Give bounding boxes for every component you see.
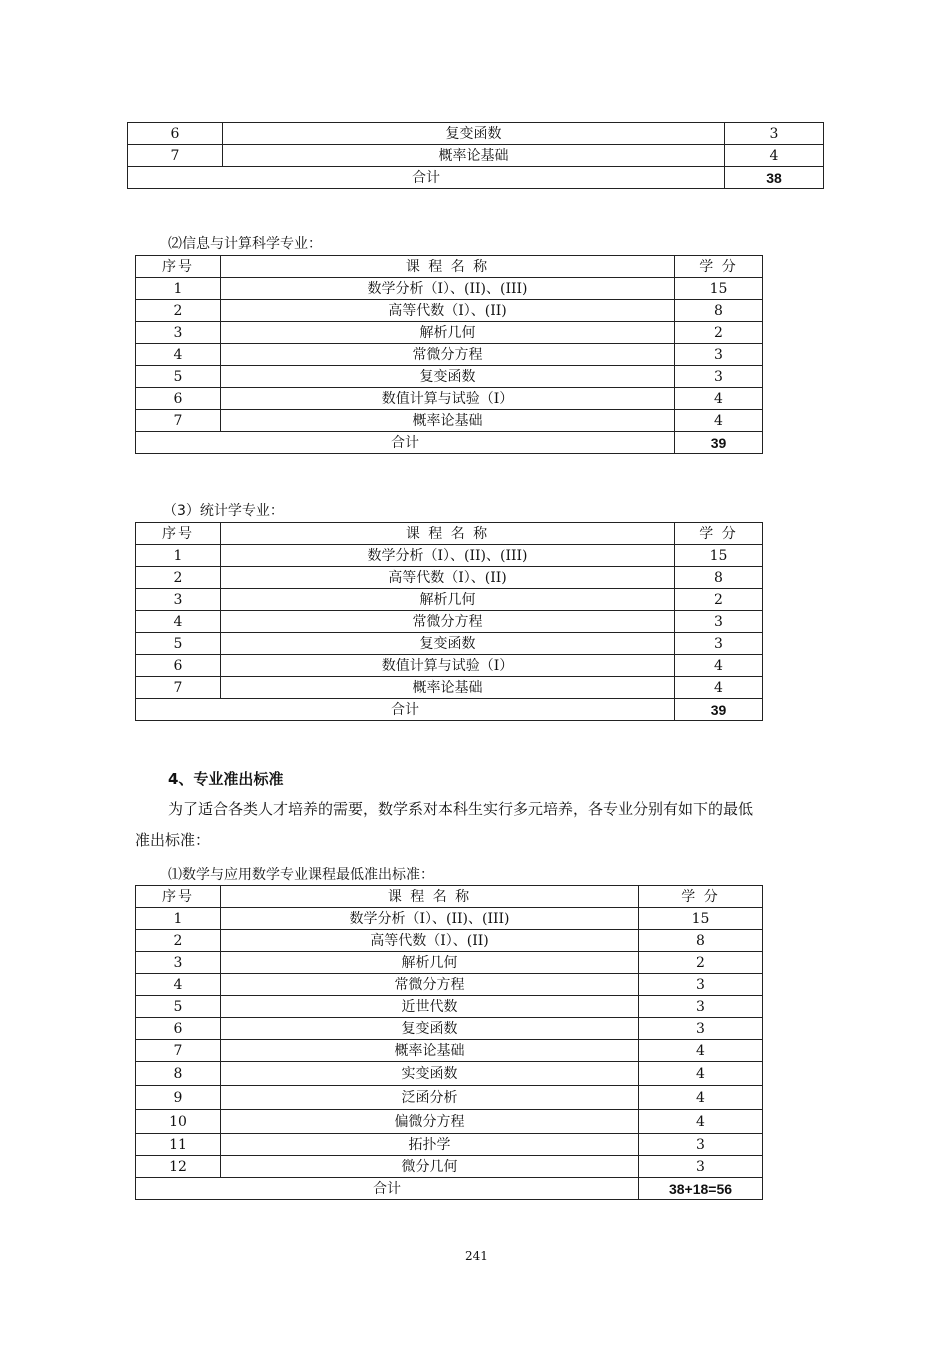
credit-value: 3 — [725, 123, 824, 145]
header-credit: 学 分 — [639, 886, 763, 908]
course-name: 数值计算与试验（I） — [221, 655, 675, 677]
header-no: 序号 — [136, 523, 221, 545]
row-number: 2 — [136, 567, 221, 589]
credit-value: 4 — [675, 677, 763, 699]
course-name: 数学分析（I）、(II)、(III) — [221, 278, 675, 300]
total-label: 合计 — [128, 167, 725, 189]
total-value: 38+18=56 — [639, 1178, 763, 1200]
row-number: 10 — [136, 1110, 221, 1134]
table-row — [136, 611, 763, 633]
credit-value: 2 — [675, 589, 763, 611]
course-name: 偏微分方程 — [221, 1110, 639, 1134]
table-row — [136, 1018, 763, 1040]
row-number: 5 — [136, 366, 221, 388]
course-name: 概率论基础 — [221, 410, 675, 432]
total-row — [128, 167, 824, 189]
row-number: 11 — [136, 1134, 221, 1156]
credit-value: 15 — [675, 278, 763, 300]
row-number: 4 — [136, 974, 221, 996]
row-number: 2 — [136, 300, 221, 322]
credit-value: 4 — [725, 145, 824, 167]
course-name: 复变函数 — [221, 1018, 639, 1040]
credit-value: 2 — [639, 952, 763, 974]
table-row — [136, 344, 763, 366]
row-number: 6 — [136, 1018, 221, 1040]
credit-value: 3 — [639, 996, 763, 1018]
credit-value: 8 — [639, 930, 763, 952]
credit-value: 3 — [675, 633, 763, 655]
section-heading: 4、专业准出标准 — [168, 770, 284, 788]
intro-paragraph-line2: 准出标准： — [135, 831, 211, 849]
table-row — [136, 1086, 763, 1110]
row-number: 1 — [136, 278, 221, 300]
course-name: 复变函数 — [223, 123, 725, 145]
credit-value: 4 — [675, 410, 763, 432]
row-number: 5 — [136, 633, 221, 655]
course-name: 数值计算与试验（I） — [221, 388, 675, 410]
course-name: 概率论基础 — [221, 677, 675, 699]
course-table-info-computing — [135, 255, 763, 454]
credit-value: 3 — [639, 1156, 763, 1178]
table-row — [128, 145, 824, 167]
credit-value: 4 — [639, 1086, 763, 1110]
table-row — [136, 300, 763, 322]
course-name: 解析几何 — [221, 952, 639, 974]
table-header — [136, 523, 763, 545]
header-course: 课 程 名 称 — [221, 256, 675, 278]
table-row — [136, 589, 763, 611]
table-row — [136, 1156, 763, 1178]
row-number: 7 — [136, 1040, 221, 1062]
table-header — [136, 256, 763, 278]
credit-value: 3 — [675, 366, 763, 388]
row-number: 3 — [136, 589, 221, 611]
course-name: 高等代数（I）、(II) — [221, 300, 675, 322]
total-label: 合计 — [136, 1178, 639, 1200]
total-value: 38 — [725, 167, 824, 189]
credit-value: 4 — [639, 1040, 763, 1062]
row-number: 6 — [136, 655, 221, 677]
credit-value: 3 — [675, 344, 763, 366]
row-number: 6 — [136, 388, 221, 410]
table-row — [136, 930, 763, 952]
course-name: 概率论基础 — [223, 145, 725, 167]
credit-value: 3 — [639, 1018, 763, 1040]
table-row — [136, 545, 763, 567]
course-name: 复变函数 — [221, 366, 675, 388]
table-row — [136, 633, 763, 655]
row-number: 6 — [128, 123, 223, 145]
table-row — [136, 567, 763, 589]
table-row — [136, 388, 763, 410]
course-name: 实变函数 — [221, 1062, 639, 1086]
credit-value: 8 — [675, 567, 763, 589]
row-number: 2 — [136, 930, 221, 952]
table-row — [128, 123, 824, 145]
course-table-statistics — [135, 522, 763, 721]
course-name: 概率论基础 — [221, 1040, 639, 1062]
credit-value: 4 — [639, 1110, 763, 1134]
row-number: 7 — [128, 145, 223, 167]
credit-value: 3 — [675, 611, 763, 633]
table-row — [136, 278, 763, 300]
total-value: 39 — [675, 432, 763, 454]
total-row — [136, 699, 763, 721]
row-number: 1 — [136, 545, 221, 567]
row-number: 7 — [136, 410, 221, 432]
row-number: 7 — [136, 677, 221, 699]
course-name: 数学分析（I）、(II)、(III) — [221, 908, 639, 930]
table-row — [136, 322, 763, 344]
total-value: 39 — [675, 699, 763, 721]
header-credit: 学 分 — [675, 256, 763, 278]
row-number: 1 — [136, 908, 221, 930]
total-row — [136, 432, 763, 454]
course-name: 解析几何 — [221, 322, 675, 344]
total-label: 合计 — [136, 699, 675, 721]
row-number: 4 — [136, 344, 221, 366]
credit-value: 4 — [675, 655, 763, 677]
credit-value: 15 — [675, 545, 763, 567]
section-caption-info-computing: ⑵信息与计算科学专业： — [168, 236, 322, 252]
table-row — [136, 677, 763, 699]
section-caption-math: ⑴数学与应用数学专业课程最低准出标准： — [168, 867, 434, 883]
row-number: 5 — [136, 996, 221, 1018]
course-name: 拓扑学 — [221, 1134, 639, 1156]
row-number: 9 — [136, 1086, 221, 1110]
table-row — [136, 996, 763, 1018]
course-name: 高等代数（I）、(II) — [221, 930, 639, 952]
credit-value: 4 — [639, 1062, 763, 1086]
section-caption-statistics: （3）统计学专业： — [163, 503, 284, 519]
table-row — [136, 366, 763, 388]
header-course: 课 程 名 称 — [221, 886, 639, 908]
table-row — [136, 1134, 763, 1156]
table-row — [136, 952, 763, 974]
credit-value: 2 — [675, 322, 763, 344]
credit-value: 8 — [675, 300, 763, 322]
header-no: 序号 — [136, 886, 221, 908]
course-table-math-minimum — [135, 885, 763, 1200]
total-label: 合计 — [136, 432, 675, 454]
course-name: 近世代数 — [221, 996, 639, 1018]
row-number: 4 — [136, 611, 221, 633]
table-row — [136, 1062, 763, 1086]
row-number: 3 — [136, 322, 221, 344]
credit-value: 3 — [639, 974, 763, 996]
header-course: 课 程 名 称 — [221, 523, 675, 545]
course-name: 微分几何 — [221, 1156, 639, 1178]
total-row — [136, 1178, 763, 1200]
table-row — [136, 410, 763, 432]
course-name: 常微分方程 — [221, 344, 675, 366]
course-name: 高等代数（I）、(II) — [221, 567, 675, 589]
course-name: 泛函分析 — [221, 1086, 639, 1110]
row-number: 12 — [136, 1156, 221, 1178]
course-name: 常微分方程 — [221, 611, 675, 633]
row-number: 3 — [136, 952, 221, 974]
credit-value: 3 — [639, 1134, 763, 1156]
course-name: 数学分析（I）、(II)、(III) — [221, 545, 675, 567]
table-row — [136, 1040, 763, 1062]
credit-value: 15 — [639, 908, 763, 930]
page-number: 241 — [465, 1249, 488, 1263]
table-row — [136, 655, 763, 677]
table-header — [136, 886, 763, 908]
course-name: 复变函数 — [221, 633, 675, 655]
course-name: 常微分方程 — [221, 974, 639, 996]
table-row — [136, 908, 763, 930]
table-row — [136, 1110, 763, 1134]
header-credit: 学 分 — [675, 523, 763, 545]
table-row — [136, 974, 763, 996]
course-name: 解析几何 — [221, 589, 675, 611]
credit-value: 4 — [675, 388, 763, 410]
row-number: 8 — [136, 1062, 221, 1086]
intro-paragraph-line1: 为了适合各类人才培养的需要，数学系对本科生实行多元培养，各专业分别有如下的最低 — [168, 800, 754, 818]
table-continued — [127, 122, 824, 189]
header-no: 序号 — [136, 256, 221, 278]
